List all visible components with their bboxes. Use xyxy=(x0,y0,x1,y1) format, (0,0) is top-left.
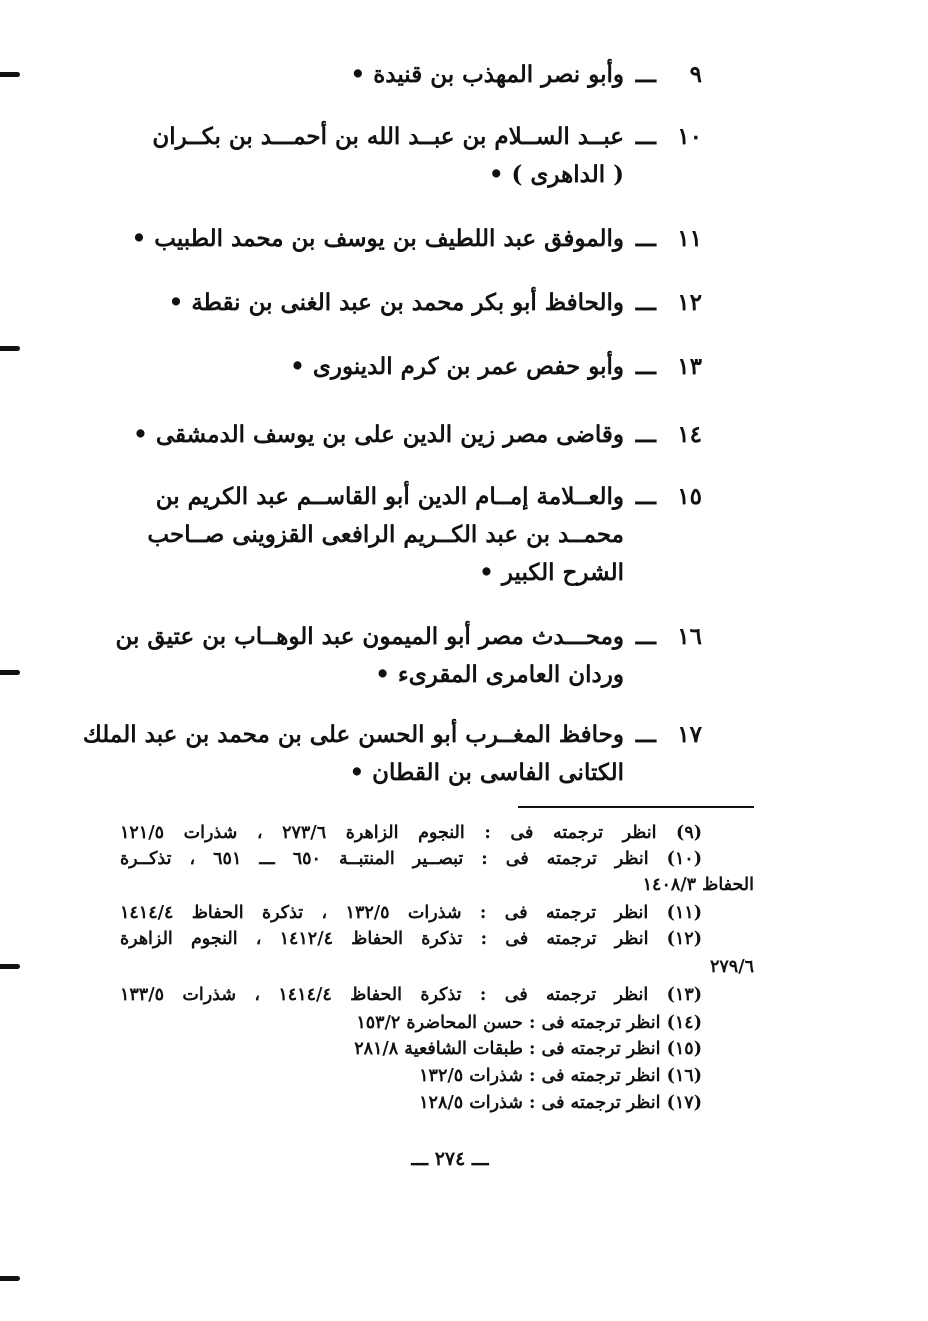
entry-dash: ـــ xyxy=(635,483,656,510)
footnote: (١٥) انظر ترجمته فى : طبقات الشافعية ٢٨١/٨ xyxy=(354,1039,702,1059)
list-item xyxy=(142,348,702,388)
footnote-continuation: ٢٧٩/٦ xyxy=(710,957,754,977)
entry-line: ومحـــدث مصر أبو الميمون عبد الوهــاب بن عتيق بن xyxy=(115,623,624,650)
binding-mark xyxy=(0,670,20,675)
entry-line: الشرح الكبير • xyxy=(479,559,624,586)
list-item xyxy=(112,618,702,698)
entry-text xyxy=(147,478,624,592)
entry-dash: ـــ xyxy=(635,225,656,252)
footnote: (١٣) انظر ترجمته فى : تذكرة الحفاظ ١٤١٤/٤ ، شذرات ١٣٣/٥ xyxy=(120,985,703,1005)
footnote: (١١) انظر ترجمته فى : شذرات ١٣٢/٥ ، تذكرة الحفاظ ١٤١٤/٤ xyxy=(120,903,702,923)
entry-text xyxy=(132,220,624,258)
entry-line: وأبو حفص عمر بن كرم الدينورى • xyxy=(290,353,624,380)
entry-line: وقاضى مصر زين الدين على بن يوسف الدمشقى • xyxy=(133,421,624,448)
entry-dash: ـــ xyxy=(635,721,656,748)
entry-number: ١١ xyxy=(677,225,702,252)
list-item xyxy=(82,716,702,796)
list-item xyxy=(133,416,702,456)
entry-text xyxy=(83,716,624,792)
entry-text xyxy=(169,284,624,322)
entry-dash: ـــ xyxy=(635,353,656,380)
page-number: ـــ ٢٧٤ ـــ xyxy=(411,1148,489,1170)
binding-mark xyxy=(0,964,20,969)
entry-text xyxy=(351,56,624,94)
entry-line: والموفق عبد اللطيف بن يوسف بن محمد الطبيب • xyxy=(131,225,624,252)
list-item xyxy=(112,478,702,594)
entry-line: الكتانى الفاسى بن القطان • xyxy=(349,759,624,786)
entry-number: ١٦ xyxy=(677,623,702,650)
footnote: (١٦) انظر ترجمته فى : شذرات ١٣٢/٥ xyxy=(419,1066,702,1086)
entry-line: محمــد بن عبد الكــريم الرافعى القزوينى صــاحب xyxy=(147,521,624,548)
entry-text xyxy=(116,618,625,694)
entry-dash: ـــ xyxy=(635,421,656,448)
footnote: (١٤) انظر ترجمته فى : حسن المحاضرة ١٥٣/٢ xyxy=(356,1013,702,1033)
entry-dash: ـــ xyxy=(635,123,656,150)
entry-text xyxy=(290,348,624,386)
footnote-separator xyxy=(518,806,754,808)
entry-number: ١٣ xyxy=(677,353,702,380)
entry-line: والعــلامة إمــام الدين أبو القاســم عبد الكريم بن xyxy=(155,483,624,510)
footnote: (٩) انظر ترجمته فى : النجوم الزاهرة ٢٧٣/٦ ، شذرات ١٢١/٥ xyxy=(120,823,703,843)
footnote-continuation: الحفاظ ١٤٠٨/٣ xyxy=(642,875,754,895)
entry-dash: ـــ xyxy=(635,289,656,316)
entry-text xyxy=(152,118,624,194)
entry-text xyxy=(133,416,624,454)
entry-number: ١٠ xyxy=(677,123,702,150)
binding-mark xyxy=(0,1276,20,1281)
entry-number: ٩ xyxy=(689,61,702,88)
list-item xyxy=(142,56,702,96)
entry-line: وحافظ المغــرب أبو الحسن على بن محمد بن عبد الملك xyxy=(82,721,624,748)
footnote: (١٠) انظر ترجمته فى : تبصــير المنتبــة ٦٥٠ ـــ ٦٥١ ، تذكــرة xyxy=(120,849,702,869)
entry-number: ١٥ xyxy=(677,483,702,510)
binding-mark xyxy=(0,346,20,351)
entry-dash: ـــ xyxy=(635,61,656,88)
list-item xyxy=(142,118,702,198)
list-item xyxy=(131,220,702,260)
list-item xyxy=(142,284,702,324)
entry-line: وردان العامرى المقرىء • xyxy=(375,661,624,688)
entry-line: وأبو نصر المهذب بن قنيدة • xyxy=(350,61,624,88)
entry-line: عبــد الســلام بن عبــد الله بن أحمـــد بن بكــران xyxy=(152,123,624,150)
footnote: (١٧) انظر ترجمته فى : شذرات ١٢٨/٥ xyxy=(419,1093,702,1113)
entry-number: ١٧ xyxy=(677,721,702,748)
entry-number: ١٤ xyxy=(677,421,702,448)
entry-line: ( الداهرى ) • xyxy=(488,161,624,188)
binding-mark xyxy=(0,72,20,77)
entry-number: ١٢ xyxy=(677,289,702,316)
footnote: (١٢) انظر ترجمته فى : تذكرة الحفاظ ١٤١٢/٤ ، النجوم الزاهرة xyxy=(120,929,702,949)
entry-line: والحافظ أبو بكر محمد بن عبد الغنى بن نقطة • xyxy=(168,289,624,316)
entry-dash: ـــ xyxy=(635,623,656,650)
